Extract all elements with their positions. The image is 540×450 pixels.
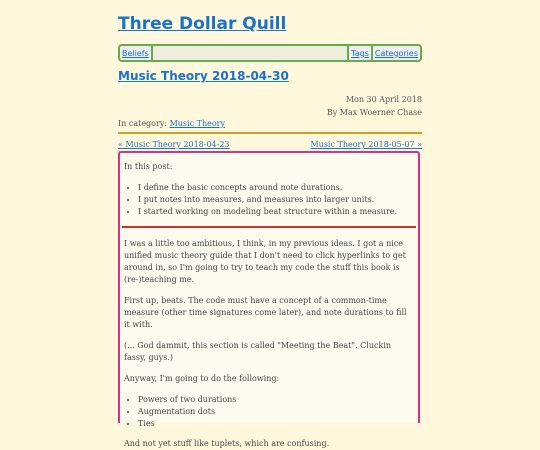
category-label: In category:: [118, 119, 168, 128]
paragraph: (... God dammit, this section is called "Meeting the Beat". Cluckin fassy, guys.): [124, 341, 392, 362]
todo-list: [124, 394, 414, 430]
summary-item: • I started working on modeling beat structure within a measure.: [138, 206, 414, 218]
nav-categories-link[interactable]: Categories: [374, 48, 418, 58]
todo-item: • Powers of two durations: [138, 394, 414, 406]
post-date: Mon 30 April 2018: [345, 95, 422, 104]
nav-bar: [118, 44, 422, 62]
category-link[interactable]: Music Theory: [169, 119, 225, 128]
summary-item: • I define the basic concepts around note durations.: [138, 182, 414, 194]
paragraph: And not yet stuff like tuplets, which are confusing.: [124, 439, 330, 448]
site-title-link[interactable]: Three Dollar Quill: [118, 14, 287, 34]
summary-list: [124, 182, 414, 218]
summary-item: • I put notes into measures, and measures into larger units.: [138, 194, 414, 206]
nav-search-area[interactable]: [153, 46, 347, 60]
divider: [118, 132, 422, 134]
post-title-link[interactable]: Music Theory 2018-04-30: [118, 69, 289, 83]
summary-divider: [122, 226, 416, 228]
paragraph: First up, beats. The code must have a concept of a common-time measure (other time signatures come later), and note durations to fill it with.: [124, 296, 407, 329]
nav-tags-link[interactable]: Tags: [351, 48, 369, 58]
paragraph: Anyway, I'm going to do the following:: [124, 374, 280, 383]
todo-item: • Ties: [138, 418, 414, 430]
post-category: [118, 119, 225, 128]
nav-beliefs-link[interactable]: Beliefs: [122, 48, 149, 58]
todo-item: • Augmentation dots: [138, 406, 414, 418]
in-this-post-label: In this post:: [124, 162, 173, 171]
prev-post-link[interactable]: « Music Theory 2018-04-23: [118, 140, 230, 149]
next-post-link[interactable]: Music Theory 2018-05-07 »: [310, 140, 422, 149]
paragraph: I was a little too ambitious, I think, in my previous ideas. I got a nice unified music theory guide that I don't need to click hyperlinks to get around in, so I'm going to try to teach my code the stuff this book is (re-)teaching me.: [124, 239, 406, 284]
post-content: [118, 151, 420, 448]
post-author: By Max Woerner Chase: [326, 108, 422, 117]
